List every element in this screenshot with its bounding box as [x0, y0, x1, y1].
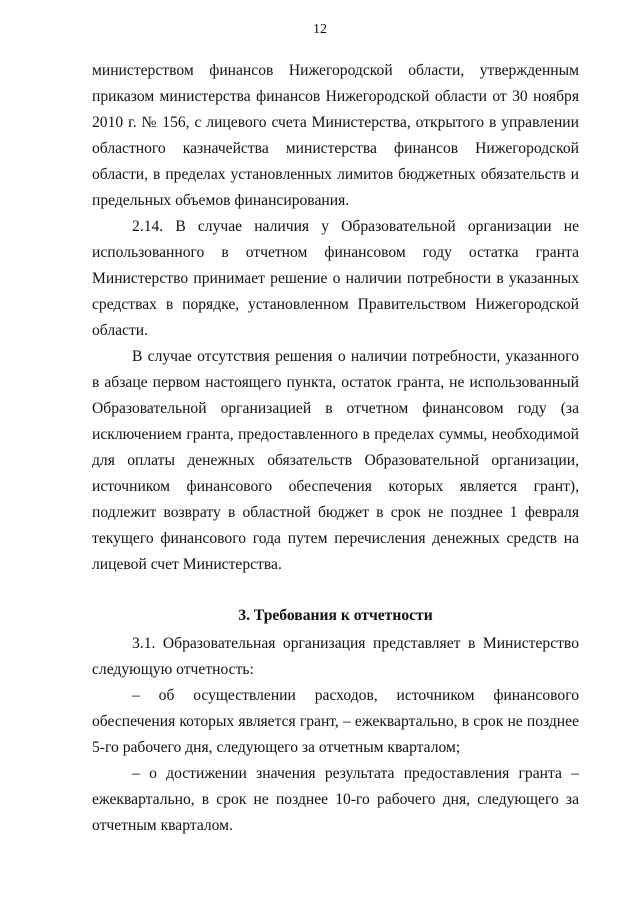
list-item-expenses-report: – об осуществлении расходов, источником финансового обеспечения которых является грант, – ежеквартально, в срок не позднее 5-го рабочего дня, следующего за отчетным кварталом;: [92, 687, 579, 756]
paragraph-continuation: министерством финансов Нижегородской области, утвержденным приказом министерства финансов Нижегородской области от 30 ноября 2010 г. № 156, с лицевого счета Министерства, открытого в управлении областного казначейства министерства финансов Нижегородской области, в пределах установленных лимитов бюджетных обязательств и предельных объемов финансирования.: [92, 62, 579, 209]
paragraph-2-14: 2.14. В случае наличия у Образовательной организации не использованного в отчетном финансовом году остатка гранта Министерство принимает решение о наличии потребности в указанных средствах в порядке, установленном Правительством Нижегородской области.: [92, 218, 579, 339]
paragraph-3-1: 3.1. Образовательная организация представляет в Министерство следующую отчетность:: [92, 635, 579, 678]
paragraph-unused-grant-return: В случае отсутствия решения о наличии потребности, указанного в абзаце первом настоящего пункта, остаток гранта, не использованный Образовательной организацией в отчетном финансовом году (за исключением гранта, предоставленного в пределах суммы, необходимой для оплаты денежных обязательств Образовательной организации, источником финансового обеспечения которых является грант), подлежит возврату в областной бюджет в срок не позднее 1 февраля текущего финансового года путем перечисления денежных средств на лицевой счет Министерства.: [92, 348, 579, 573]
document-body: [92, 58, 579, 839]
section-heading: 3. Требования к отчетности: [238, 607, 433, 624]
list-item-result-report: – о достижении значения результата предоставления гранта – ежеквартально, в срок не позднее 10-го рабочего дня, следующего за отчетным кварталом.: [92, 765, 579, 834]
page-number: 12: [313, 22, 327, 37]
